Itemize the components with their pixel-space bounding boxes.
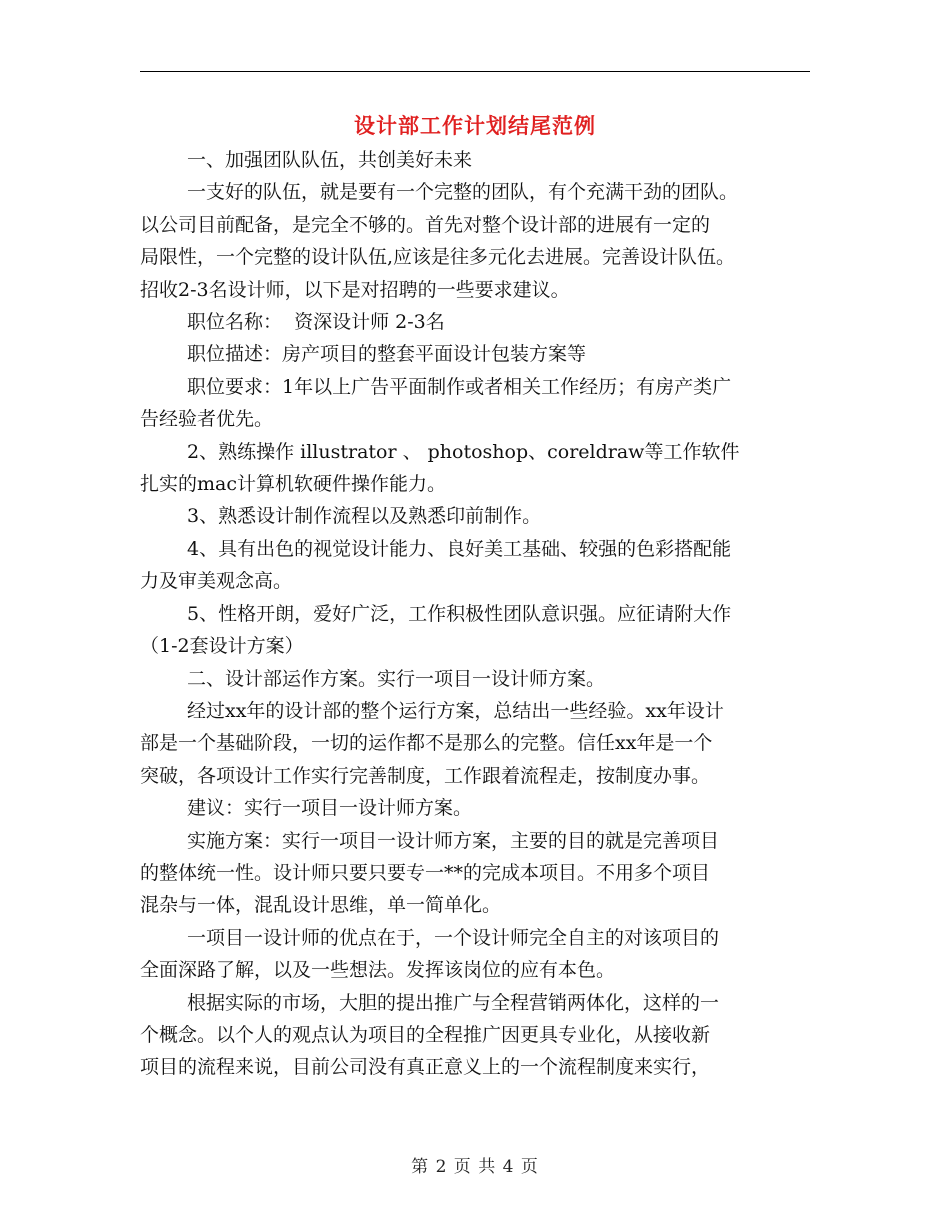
paragraph-line: 一支好的队伍，就是要有一个完整的团队，有个充满干劲的团队。: [187, 181, 739, 204]
paragraph: [140, 825, 812, 922]
paragraph-line: 告经验者优先。: [140, 408, 274, 431]
paragraph-line: 职位名称： 资深设计师 2-3名: [187, 311, 445, 334]
paragraph-line: 以公司目前配备，是完全不够的。首先对整个设计部的进展有一定的: [140, 213, 711, 236]
paragraph-line: 4、具有出色的视觉设计能力、良好美工基础、较强的色彩搭配能: [187, 537, 732, 560]
paragraph-line: 5、性格开朗，爱好广泛，工作积极性团队意识强。应征请附大作: [187, 602, 732, 625]
document-title: 设计部工作计划结尾范例: [354, 114, 596, 138]
paragraph-line: 局限性，一个完整的设计队伍,应该是往多元化去进展。完善设计队伍。: [140, 246, 736, 269]
paragraph-line: 扎实的mac计算机软硬件操作能力。: [140, 473, 446, 496]
paragraph-line: 项目的流程来说，目前公司没有真正意义上的一个流程制度来实行，: [140, 1056, 711, 1079]
paragraph-line: 个概念。以个人的观点认为项目的全程推广因更具专业化，从接收新: [140, 1023, 711, 1046]
paragraph-line: （1-2套设计方案）: [140, 635, 304, 658]
page-footer: 第 2 页 共 4 页: [411, 1157, 539, 1177]
paragraph: [140, 598, 812, 663]
paragraph-line: 3、熟悉设计制作流程以及熟悉印前制作。: [187, 505, 542, 528]
paragraph: [140, 306, 812, 338]
paragraph: [140, 500, 812, 532]
paragraph: [140, 533, 812, 598]
paragraph-line: 力及审美观念高。: [140, 570, 293, 593]
paragraph: [140, 371, 812, 436]
paragraph-line: 突破，各项设计工作实行完善制度，工作跟着流程走，按制度办事。: [140, 764, 711, 787]
paragraph-line: 一项目一设计师的优点在于，一个设计师完全自主的对该项目的: [187, 926, 720, 949]
paragraph: [140, 436, 812, 501]
paragraph-line: 职位要求：1年以上广告平面制作或者相关工作经历；有房产类广: [187, 375, 732, 398]
paragraph-line: 全面深路了解，以及一些想法。发挥该岗位的应有本色。: [140, 959, 616, 982]
paragraph-line: 招收2-3名设计师，以下是对招聘的一些要求建议。: [140, 278, 570, 301]
paragraph-line: 根据实际的市场，大胆的提出推广与全程营销两体化，这样的一: [187, 991, 720, 1014]
paragraph: [140, 792, 812, 824]
paragraph-line: 混杂与一体，混乱设计思维，单一简单化。: [140, 894, 502, 917]
paragraph: [140, 987, 812, 1084]
paragraph-line: 2、熟练操作 illustrator 、 photoshop、coreldraw等工作软件: [187, 440, 740, 463]
paragraph: [140, 144, 812, 176]
paragraph-line: 建议：实行一项目一设计师方案。: [187, 797, 473, 820]
paragraph-line: 实施方案：实行一项目一设计师方案，主要的目的就是完善项目: [187, 829, 720, 852]
paragraph-line: 职位描述：房产项目的整套平面设计包装方案等: [187, 343, 587, 366]
paragraph: [140, 695, 812, 792]
paragraph: [140, 338, 812, 370]
paragraph: [140, 176, 812, 306]
paragraph-line: 部是一个基础阶段，一切的运作都不是那么的完整。信任xx年是一个: [140, 732, 713, 755]
paragraph: [140, 922, 812, 987]
paragraph-line: 经过xx年的设计部的整个运行方案，总结出一些经验。xx年设计: [187, 699, 724, 722]
paragraph-line: 二、设计部运作方案。实行一项目一设计师方案。: [187, 667, 606, 690]
paragraph-line: 的整体统一性。设计师只要只要专一**的完成本项目。不用多个项目: [140, 861, 711, 884]
paragraph: [140, 663, 812, 695]
document-body: [140, 144, 812, 1084]
header-rule: [140, 71, 810, 72]
paragraph-line: 一、加强团队队伍，共创美好未来: [187, 149, 473, 171]
